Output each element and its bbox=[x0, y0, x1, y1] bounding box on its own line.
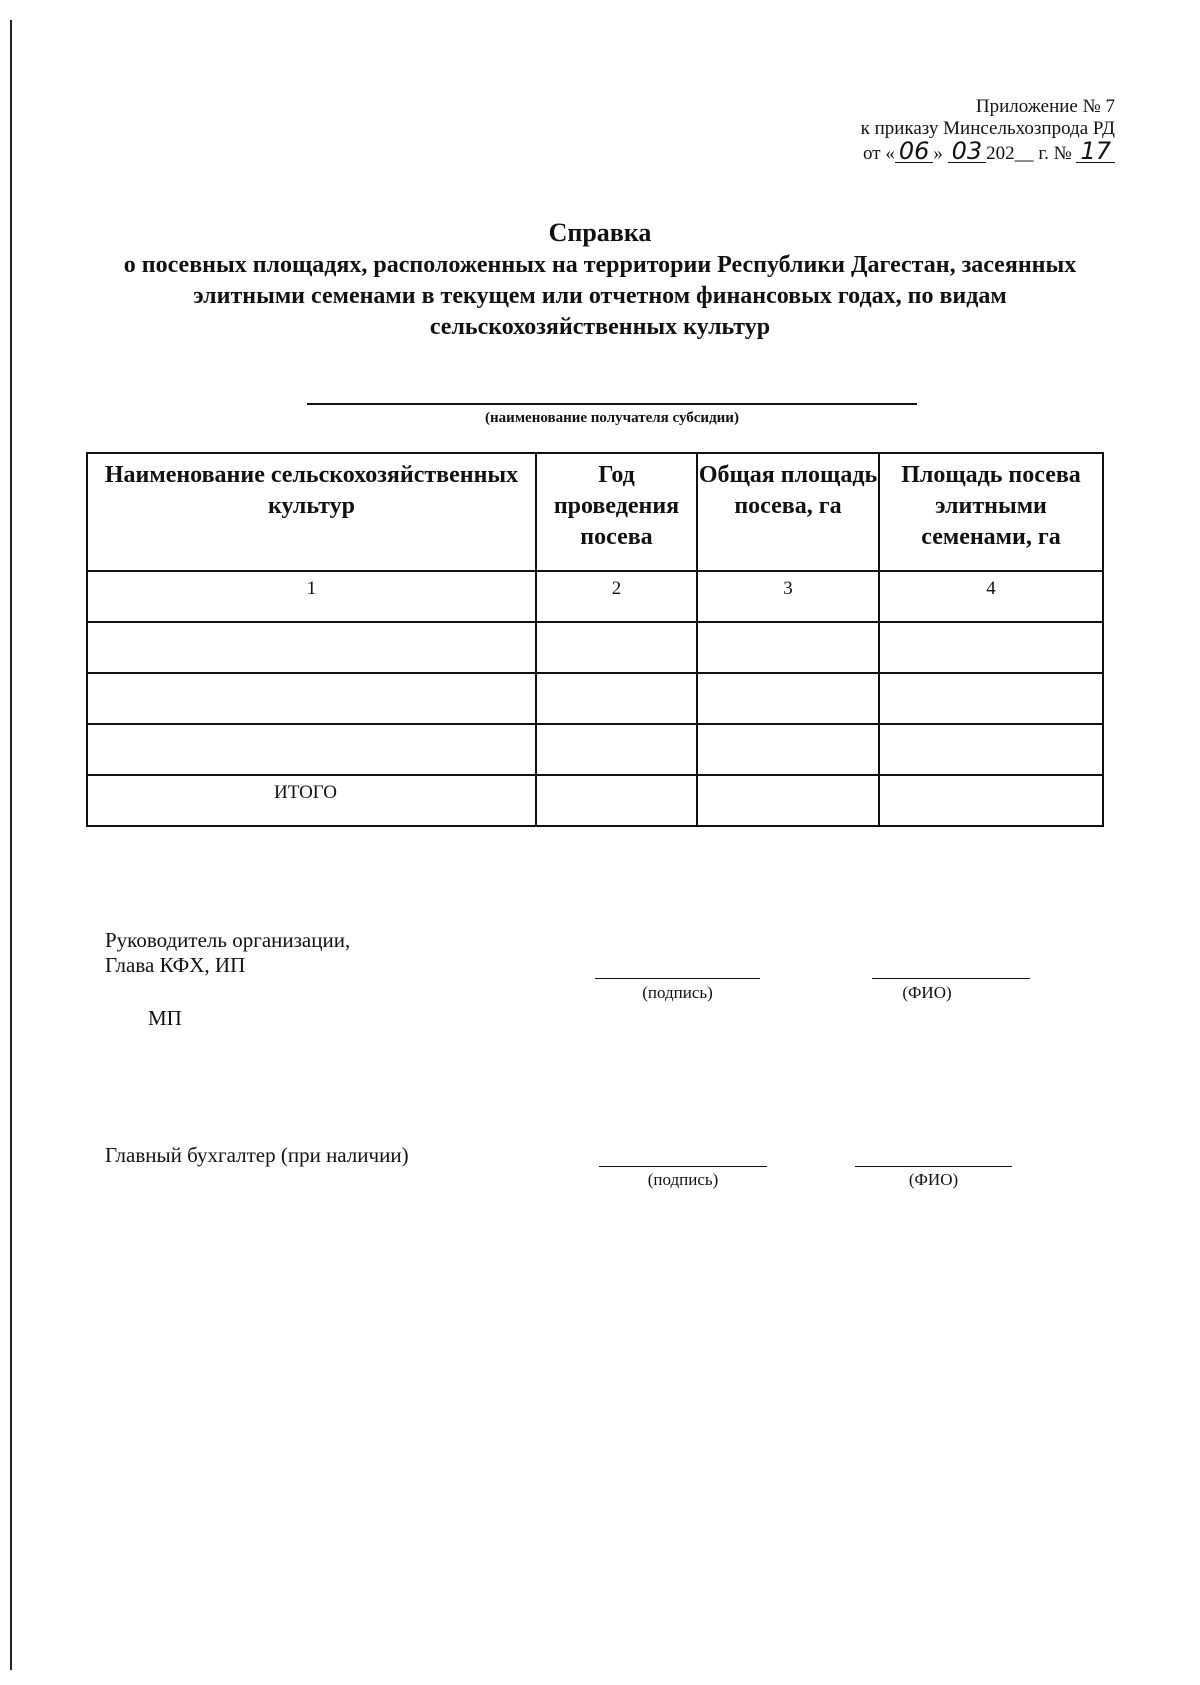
document-subtitle: о посевных площадях, расположенных на территории Республики Дагестан, засеянных элитными семенами в текущем или отчетном финансовых годах, по видам сельскохозяйственных культур bbox=[123, 252, 1077, 340]
column-number: 3 bbox=[697, 571, 879, 622]
accountant-title: Главный бухгалтер (при наличии) bbox=[105, 1143, 409, 1167]
head-signature-caption: (подпись) bbox=[642, 983, 713, 1002]
header-elite-area: Площадь посева элитными семенами, га bbox=[879, 453, 1103, 571]
handwritten-month: 03 bbox=[948, 140, 987, 163]
recipient-caption: (наименование получателя субсидии) bbox=[485, 410, 739, 426]
table-cell[interactable] bbox=[879, 673, 1103, 724]
table-cell[interactable] bbox=[536, 673, 697, 724]
appendix-header bbox=[861, 96, 1115, 165]
header-crop-name: Наименование сельскохозяйственных культур bbox=[87, 453, 536, 571]
total-label: ИТОГО bbox=[87, 775, 536, 826]
table-header-row bbox=[87, 453, 1103, 571]
recipient-name-line[interactable] bbox=[307, 403, 917, 405]
head-name-caption: (ФИО) bbox=[902, 983, 952, 1002]
table-cell[interactable] bbox=[87, 673, 536, 724]
table-cell[interactable] bbox=[697, 622, 879, 673]
header-sowing-year: Год проведения посева bbox=[536, 453, 697, 571]
handwritten-day: 06 bbox=[895, 140, 934, 163]
accountant-signature-line[interactable] bbox=[599, 1166, 767, 1167]
table-row bbox=[87, 724, 1103, 775]
appendix-number: Приложение № 7 bbox=[975, 96, 1115, 117]
accountant-name-caption: (ФИО) bbox=[908, 1170, 959, 1189]
appendix-order-date: от « 06 » 03 202__ г. № 17 bbox=[861, 140, 1115, 165]
handwritten-order-number: 17 bbox=[1076, 140, 1115, 163]
head-title: Руководитель организации, Глава КФХ, ИП bbox=[105, 928, 351, 977]
table-cell[interactable] bbox=[879, 724, 1103, 775]
table-total-row bbox=[87, 775, 1103, 826]
table-cell[interactable] bbox=[879, 775, 1103, 826]
column-number: 2 bbox=[536, 571, 697, 622]
column-number: 1 bbox=[87, 571, 536, 622]
crops-table bbox=[86, 452, 1104, 827]
table-cell[interactable] bbox=[697, 673, 879, 724]
table-row bbox=[87, 622, 1103, 673]
stamp-label: МП bbox=[148, 1006, 182, 1030]
header-total-area: Общая площадь посева, га bbox=[697, 453, 879, 571]
table-cell[interactable] bbox=[879, 622, 1103, 673]
head-name-line[interactable] bbox=[872, 978, 1030, 979]
table-cell[interactable] bbox=[697, 724, 879, 775]
accountant-signature-caption: (подпись) bbox=[647, 1170, 719, 1189]
page-edge bbox=[10, 20, 12, 1670]
accountant-name-line[interactable] bbox=[855, 1166, 1012, 1167]
table-cell[interactable] bbox=[536, 775, 697, 826]
column-number: 4 bbox=[879, 571, 1103, 622]
table-cell[interactable] bbox=[536, 622, 697, 673]
table-row bbox=[87, 673, 1103, 724]
table-cell[interactable] bbox=[87, 724, 536, 775]
head-signature-line[interactable] bbox=[595, 978, 760, 979]
document-title: Справка bbox=[548, 218, 652, 247]
table-cell[interactable] bbox=[536, 724, 697, 775]
table-cell[interactable] bbox=[697, 775, 879, 826]
table-cell[interactable] bbox=[87, 622, 536, 673]
appendix-order-ref: к приказу Минсельхозпрода РД bbox=[860, 118, 1115, 139]
table-column-numbers-row bbox=[87, 571, 1103, 622]
